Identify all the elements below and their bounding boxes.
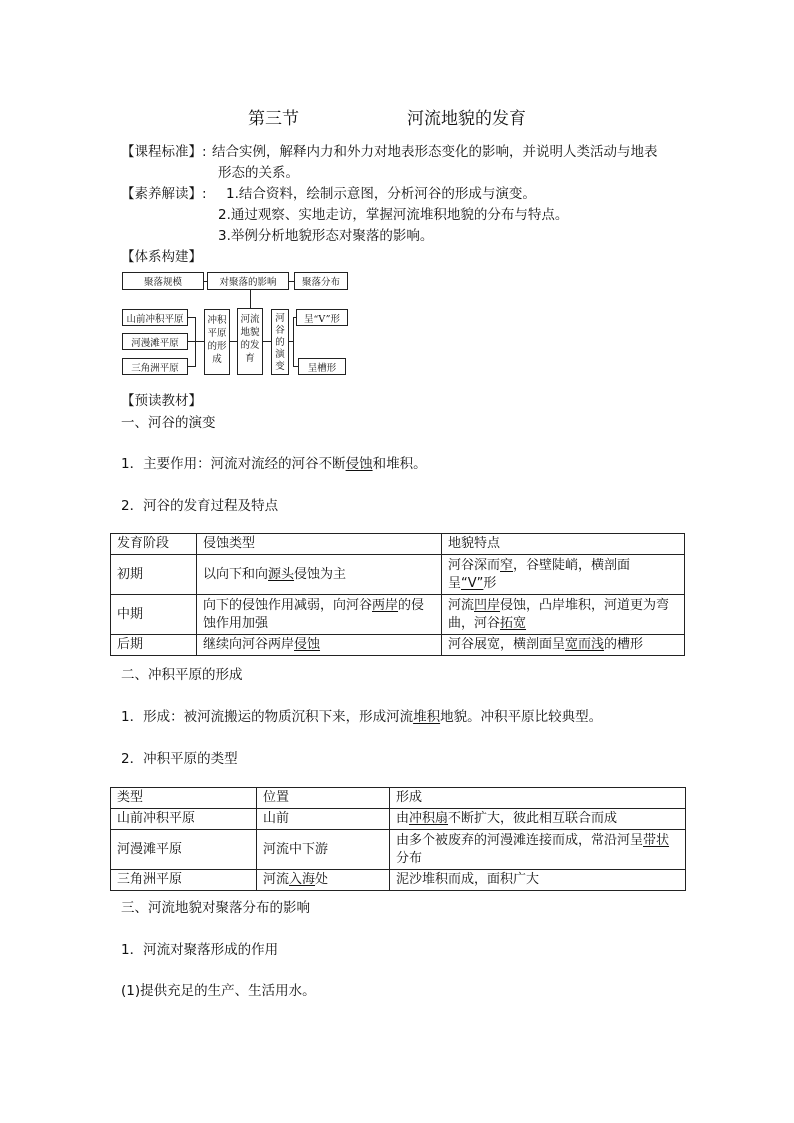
section-number: 第三节: [248, 109, 299, 129]
paragraph: 1．形成：被河流搬运的物质沉积下来，形成河流堆积地貌。冲积平原比较典型。: [121, 709, 603, 725]
curriculum-label: 【课程标准】:: [121, 144, 207, 160]
curriculum-line-2: 形态的关系。: [218, 165, 299, 181]
diagram-box-river-landform: [237, 308, 263, 375]
table-cell: 河流凹岸侵蚀，凸岸堆积，河道更为弯曲，河谷拓宽: [442, 595, 685, 635]
diagram-connector: [195, 317, 196, 367]
table-cell: 泥沙堆积而成，面积广大: [390, 870, 686, 891]
table-cell: 河流中下游: [257, 830, 390, 870]
diagram-box-settlement-scale: 聚落规模: [122, 272, 204, 290]
paragraph: 2．冲积平原的类型: [121, 751, 238, 767]
table-header: 类型: [111, 788, 257, 809]
table-cell: 河流入海处: [257, 870, 390, 891]
diagram-text: 的发: [240, 340, 260, 351]
table-cell: 山前冲积平原: [111, 809, 257, 830]
alluvial-plain-table: [110, 787, 686, 891]
section-heading: 二、冲积平原的形成: [121, 667, 243, 683]
table-row: [111, 830, 686, 870]
diagram-connector: [188, 317, 195, 318]
table-cell: 向下的侵蚀作用减弱，向河谷两岸的侵蚀作用加强: [197, 595, 442, 635]
diagram-text: 的: [275, 337, 285, 348]
diagram-text: 谷: [275, 325, 285, 336]
diagram-connector: [188, 341, 204, 342]
diagram-text: 育: [245, 353, 255, 364]
diagram-box-settlement-distribution: 聚落分布: [294, 272, 348, 290]
curriculum-line-1: 结合实例，解释内力和外力对地表形态变化的影响，并说明人类活动与地表: [212, 144, 658, 160]
diagram-box-trough-shape: 呈槽形: [298, 358, 346, 375]
literacy-item: 1.结合资料，绘制示意图，分析河谷的形成与演变。: [226, 186, 536, 202]
table-cell: 以向下和向源头侵蚀为主: [197, 555, 442, 595]
diagram-text: 地貌: [240, 327, 260, 338]
table-header: 地貌特点: [442, 534, 685, 555]
table-row: [111, 595, 685, 635]
paragraph: (1)提供充足的生产、生活用水。: [121, 983, 316, 999]
diagram-text: 河流: [240, 314, 260, 325]
table-header: 形成: [390, 788, 686, 809]
literacy-label: 【素养解读】:: [121, 186, 207, 202]
table-row: [111, 870, 686, 891]
diagram-box-valley-evolution: [271, 309, 289, 375]
table-header: 发育阶段: [111, 534, 197, 555]
diagram-text: 平原: [207, 328, 227, 339]
section-heading: 三、河流地貌对聚落分布的影响: [121, 900, 310, 916]
diagram-text: 的形: [207, 341, 227, 352]
diagram-text: 成: [212, 354, 222, 365]
diagram-connector: [263, 341, 271, 342]
paragraph: 1．主要作用：河流对流经的河谷不断侵蚀和堆积。: [121, 456, 427, 472]
table-cell: 后期: [111, 635, 197, 656]
page-title: 河流地貌的发育: [407, 109, 526, 129]
diagram-box-v-shape: 呈“V”形: [296, 309, 348, 326]
paragraph: 1．河流对聚落形成的作用: [121, 942, 279, 958]
diagram-box-delta-plain: 三角洲平原: [122, 358, 188, 375]
table-cell: 河谷展宽，横剖面呈宽而浅的槽形: [442, 635, 685, 656]
table-cell: 山前: [257, 809, 390, 830]
system-label: 【体系构建】: [121, 249, 202, 265]
diagram-box-impact: 对聚落的影响: [207, 272, 289, 290]
diagram-connector: [293, 317, 294, 367]
diagram-connector: [188, 366, 195, 367]
table-cell: 初期: [111, 555, 197, 595]
table-header: 位置: [257, 788, 390, 809]
table-header-row: [111, 788, 686, 809]
table-row: [111, 809, 686, 830]
diagram-connector: [230, 341, 237, 342]
table-row: [111, 555, 685, 595]
table-row: [111, 635, 685, 656]
diagram-text: 冲积: [207, 315, 227, 326]
diagram-box-floodplain: 河漫滩平原: [122, 333, 188, 350]
table-cell: 三角洲平原: [111, 870, 257, 891]
table-header: 侵蚀类型: [197, 534, 442, 555]
diagram-box-piedmont-plain: 山前冲积平原: [122, 309, 188, 326]
diagram-text: 变: [275, 361, 285, 372]
diagram-box-plain-formation: [204, 309, 230, 375]
literacy-item: 3.举例分析地貌形态对聚落的影响。: [218, 228, 434, 244]
diagram-text: 河: [275, 313, 285, 324]
table-header-row: [111, 534, 685, 555]
diagram-connector: [250, 290, 251, 308]
table-cell: 由多个被废弃的河漫滩连接而成，常沿河呈带状分布: [390, 830, 686, 870]
literacy-item: 2.通过观察、实地走访，掌握河流堆积地貌的分布与特点。: [218, 207, 569, 223]
table-cell: 由冲积扇不断扩大，彼此相互联合而成: [390, 809, 686, 830]
table-cell: 中期: [111, 595, 197, 635]
section-heading: 一、河谷的演变: [121, 415, 216, 431]
table-cell: 继续向河谷两岸侵蚀: [197, 635, 442, 656]
diagram-text: 演: [275, 349, 285, 360]
table-cell: 河谷深而窄，谷壁陡峭，横剖面呈“V”形: [442, 555, 685, 595]
valley-development-table: [110, 533, 685, 656]
table-cell: 河漫滩平原: [111, 830, 257, 870]
paragraph: 2．河谷的发育过程及特点: [121, 498, 279, 514]
preview-label: 【预读教材】: [121, 393, 202, 409]
